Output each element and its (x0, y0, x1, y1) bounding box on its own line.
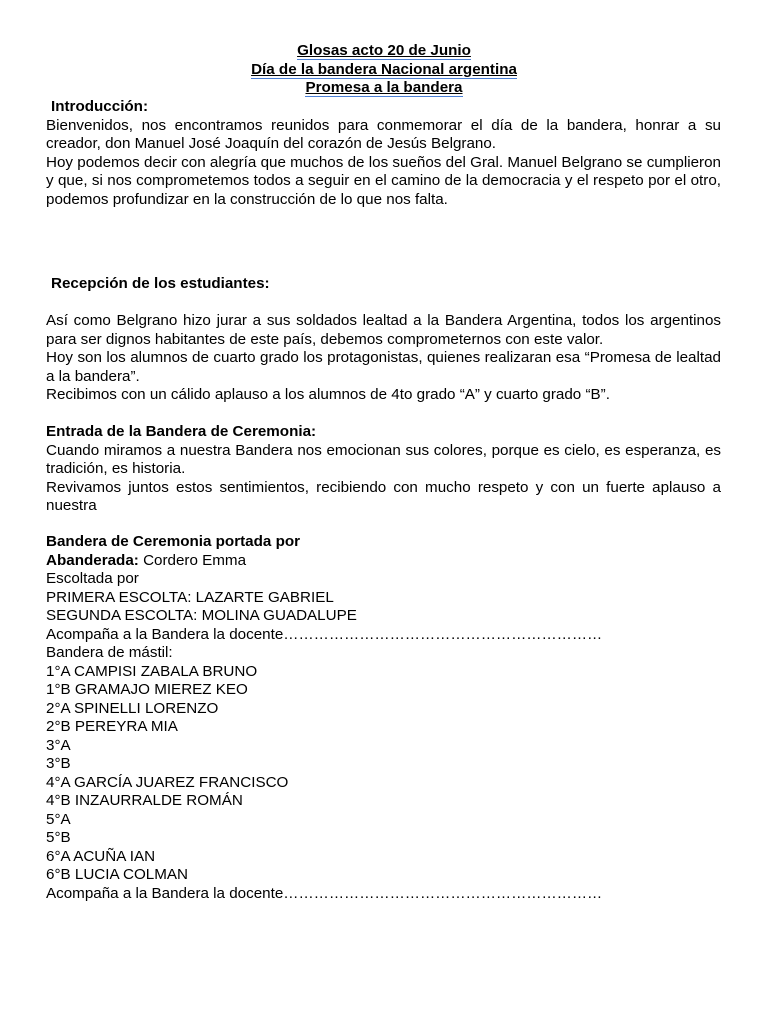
entrance-paragraph-1: Cuando miramos a nuestra Bandera nos emocionan sus colores, porque es cielo, es esperanza, es tradición, es historia. (46, 441, 721, 477)
entrance-heading: Entrada de la Bandera de Ceremonia: (46, 423, 317, 440)
acompana-docente-line-2: Acompaña a la Bandera la docente……………………………………………………… (46, 884, 603, 902)
acompana-docente-line-1: Acompaña a la Bandera la docente……………………………………………………… (46, 625, 603, 643)
abanderada-line (46, 552, 721, 571)
reception-heading: Recepción de los estudiantes: (51, 275, 270, 292)
bandera-mastil-line: Bandera de mástil: (46, 644, 173, 661)
reception-paragraph-1: Así como Belgrano hizo jurar a sus soldados lealtad a la Bandera Argentina, todos los argentinos para ser dignos habitantes de este país, debemos comprometernos con este valor. (46, 312, 721, 348)
grade-line-5b: 5°B (46, 829, 71, 846)
reception-paragraph-2: Hoy son los alumnos de cuarto grado los protagonistas, quienes realizaran esa “Promesa de lealtad a la bandera”. (46, 349, 721, 385)
grade-line-1a: 1°A CAMPISI ZABALA BRUNO (46, 662, 258, 680)
grade-line-3a: 3°A (46, 736, 71, 754)
grade-line-1b: 1°B GRAMAJO MIEREZ KEO (46, 681, 248, 698)
title-line-3: Promesa a la bandera (305, 79, 463, 96)
title-line-2: Día de la bandera Nacional argentina (251, 60, 517, 78)
intro-heading: Introducción: (51, 98, 149, 115)
ceremony-section (46, 533, 721, 903)
segunda-escolta-line: SEGUNDA ESCOLTA: MOLINA GUADALUPE (46, 607, 357, 624)
grade-line-2a: 2°A SPINELLI LORENZO (46, 699, 219, 717)
escoltada-line: Escoltada por (46, 570, 139, 587)
abanderada-name: Cordero Emma (138, 551, 247, 569)
grade-line-6b: 6°B LUCIA COLMAN (46, 866, 188, 883)
intro-paragraph-1: Bienvenidos, nos encontramos reunidos para conmemorar el día de la bandera, honrar a su creador, don Manuel José Joaquín del corazón de Jesús Belgrano. (46, 116, 721, 152)
intro-section (46, 98, 721, 209)
document-title (0, 42, 768, 98)
grade-line-3b: 3°B (46, 755, 71, 772)
grade-line-2b: 2°B PEREYRA MIA (46, 718, 178, 735)
grade-line-6a: 6°A ACUÑA IAN (46, 847, 156, 865)
entrance-section (46, 423, 721, 516)
grade-line-4b: 4°B INZAURRALDE ROMÁN (46, 792, 243, 809)
reception-body (46, 312, 721, 405)
title-line-1: Glosas acto 20 de Junio (297, 42, 471, 59)
grade-line-5a: 5°A (46, 810, 71, 828)
ceremony-heading: Bandera de Ceremonia portada por (46, 533, 301, 550)
grade-line-4a: 4°A GARCÍA JUAREZ FRANCISCO (46, 773, 289, 791)
entrance-paragraph-2: Revivamos juntos estos sentimientos, recibiendo con mucho respeto y con un fuerte aplauso a nuestra (46, 478, 721, 514)
intro-paragraph-2: Hoy podemos decir con alegría que muchos de los sueños del Gral. Manuel Belgrano se cumplieron y que, si nos comprometemos todos a seguir en el camino de la democracia y el respeto por el otro, podemos profundizar en la construcción de lo que nos falta. (46, 153, 721, 208)
abanderada-label: Abanderada: (46, 551, 139, 569)
reception-paragraph-3: Recibimos con un cálido aplauso a los alumnos de 4to grado “A” y cuarto grado “B”. (46, 386, 610, 403)
primera-escolta-line: PRIMERA ESCOLTA: LAZARTE GABRIEL (46, 588, 334, 606)
reception-section (46, 275, 721, 294)
